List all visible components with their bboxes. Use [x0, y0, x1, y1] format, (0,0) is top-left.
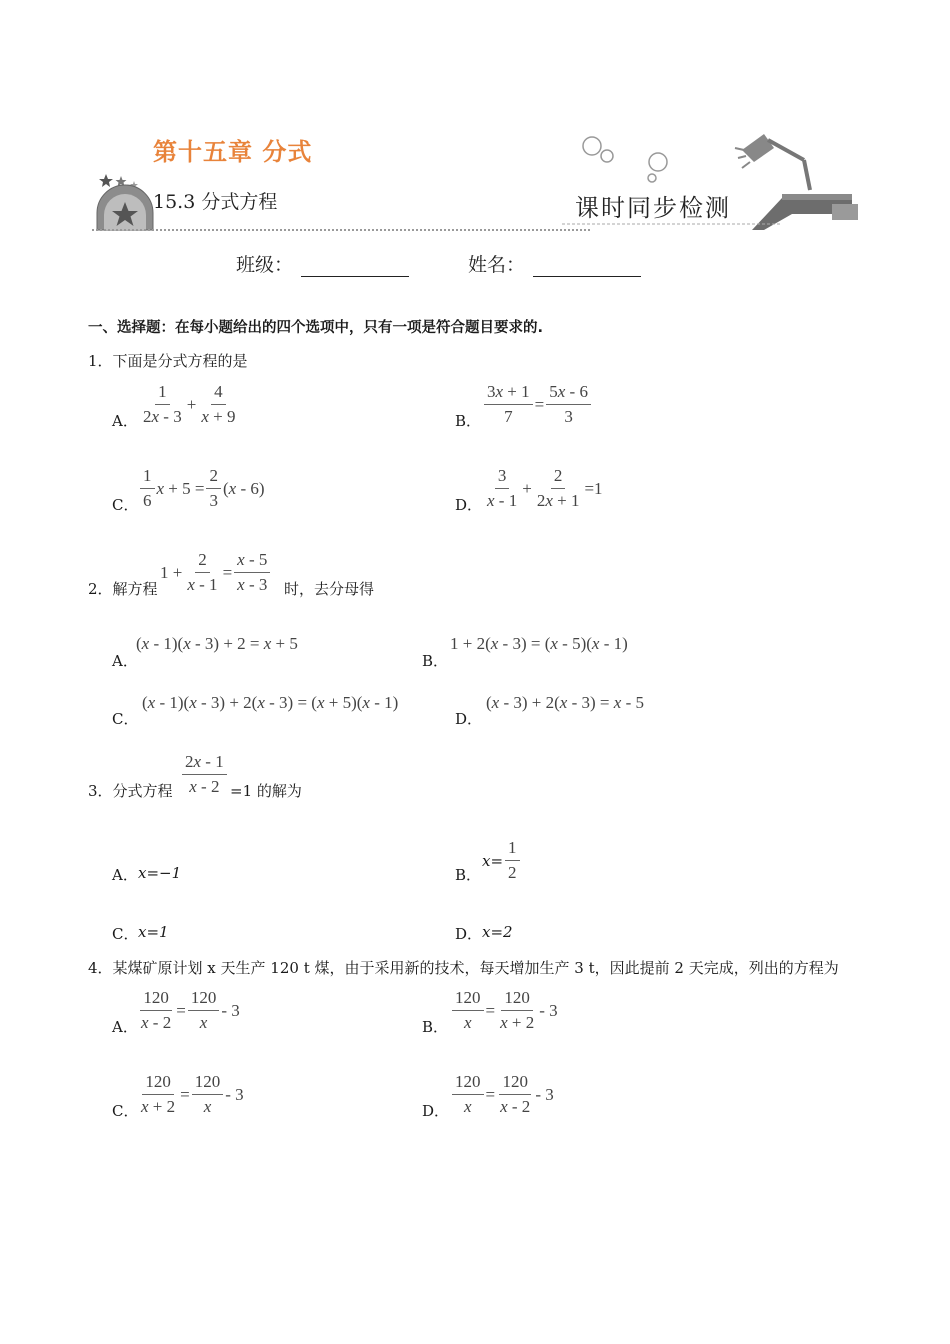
section-title: 15.3 分式方程: [153, 191, 278, 213]
q2-option-d[interactable]: (x - 3) + 2(x - 3) = x - 5: [486, 693, 644, 712]
lamp-icon: [735, 134, 810, 190]
q3-num: 3．分式方程: [88, 782, 173, 800]
name-label: 姓名：: [468, 254, 526, 276]
q3-tail: =1 的解为: [230, 782, 302, 800]
q2-num: 2．解方程: [88, 580, 158, 598]
q3-option-b-text: x=: [482, 851, 504, 870]
class-label: 班级：: [236, 254, 294, 276]
q3-label-c: C．: [112, 925, 139, 943]
name-blank[interactable]: [533, 258, 641, 277]
q1-option-c[interactable]: $\frac{1}{6}$ x + 5 = $\frac{2}{3}$ (x - 6): [138, 466, 265, 511]
q1-option-a[interactable]: $\frac{1}{2x - 3}$ + $\frac{4}{x + 9}$: [143, 382, 236, 426]
part-heading: 一、选择题：在每小题给出的四个选项中，只有一项是符合题目要求的.: [88, 320, 544, 336]
star-icon: [99, 174, 113, 187]
q1-option-b[interactable]: $\frac{3x + 1}{7}$ = $\frac{5x - 6}{3}$: [482, 382, 593, 427]
q4-stem: 4．某煤矿原计划 x 天生产 120 t 煤，由于采用新的技术，每天增加生产 3 t，因此提前 2 天完成，列出的方程为: [88, 959, 839, 977]
q2-option-b[interactable]: 1 + 2(x - 3) = (x - 5)(x - 1): [450, 634, 628, 653]
q4-option-d[interactable]: $\frac{120}{x}$ = $\frac{120}{x - 2}$ - 3: [450, 1072, 554, 1117]
q2-option-a[interactable]: (x - 1)(x - 3) + 2 = x + 5: [136, 634, 298, 653]
q2-equation: 1 + $\frac{2}{x - 1}$ = $\frac{x - 5}{x - 3}$: [160, 550, 272, 595]
q3-option-c[interactable]: x=1: [138, 923, 169, 941]
q2-option-c[interactable]: (x - 1)(x - 3) + 2(x - 3) = (x + 5)(x - 1): [142, 693, 399, 712]
q2-label-d: D．: [455, 710, 483, 728]
q2-label-a: A．: [112, 652, 138, 670]
q3-option-b[interactable]: x= $\frac{1}{2}$: [482, 838, 522, 883]
q2-label-b: B．: [422, 652, 449, 670]
name-field: [468, 250, 641, 277]
q3-option-d[interactable]: x=2: [482, 923, 513, 941]
q3-label-a: A．: [112, 866, 138, 884]
q1-label-d: D．: [455, 496, 483, 514]
q1-label-c: C．: [112, 496, 139, 514]
q4-option-a[interactable]: $\frac{120}{x - 2}$ = $\frac{120}{x}$ - 3: [141, 988, 240, 1032]
q3-label-b: B．: [455, 866, 482, 884]
bubble-icon: [583, 137, 601, 155]
q1-option-d[interactable]: $\frac{3}{x - 1}$ + $\frac{2}{2x + 1}$ =1: [487, 466, 603, 510]
class-field: [236, 250, 409, 277]
banner-title: 课时同步检测: [575, 194, 731, 222]
q4-label-a: A．: [112, 1018, 138, 1036]
q4-option-c[interactable]: $\frac{120}{x + 2}$ = $\frac{120}{x}$ - 3: [141, 1072, 244, 1116]
q1-label-b: B．: [455, 412, 482, 430]
q4-option-b[interactable]: $\frac{120}{x}$ = $\frac{120}{x + 2}$ - 3: [450, 988, 558, 1033]
q3-option-a[interactable]: x=−1: [138, 864, 182, 882]
q2-tail: 时，去分母得: [284, 580, 375, 598]
chapter-title: 第十五章 分式: [153, 138, 313, 166]
class-blank[interactable]: [301, 258, 409, 277]
q4-label-d: D．: [422, 1102, 450, 1120]
q3-equation: $\frac{2x - 1}{x - 2}$: [180, 752, 229, 797]
q4-label-c: C．: [112, 1102, 139, 1120]
q1-label-a: A．: [112, 412, 138, 430]
q4-label-b: B．: [422, 1018, 449, 1036]
q2-label-c: C．: [112, 710, 139, 728]
q3-label-d: D．: [455, 925, 483, 943]
q1-stem: 1．下面是分式方程的是: [88, 352, 248, 370]
